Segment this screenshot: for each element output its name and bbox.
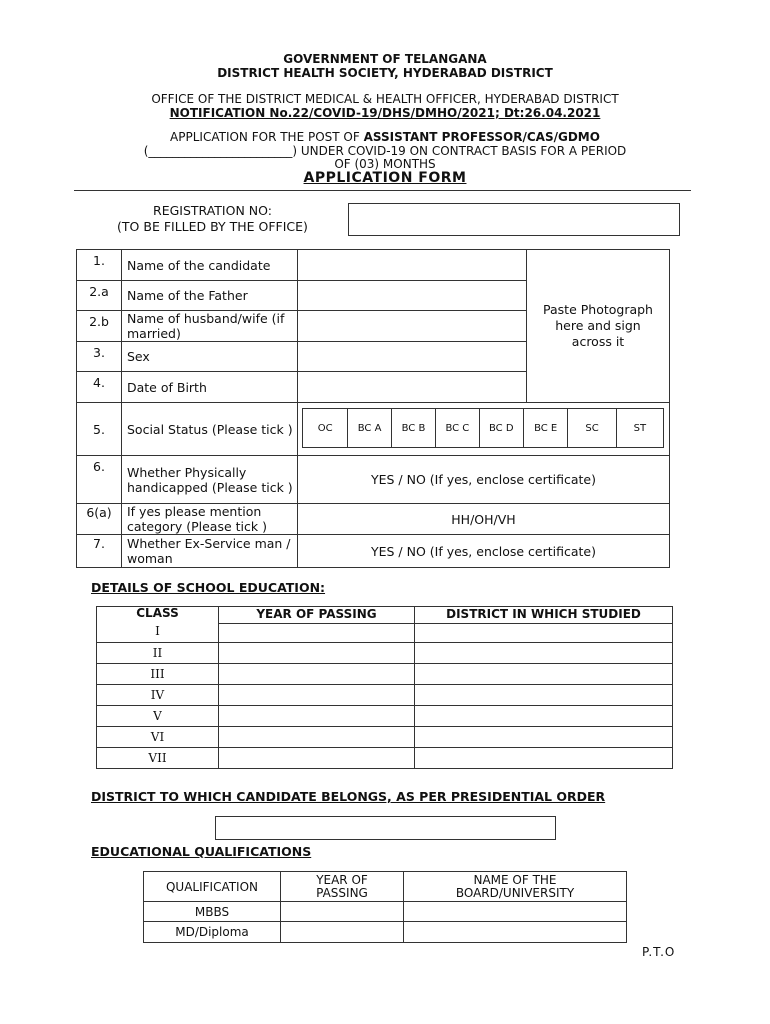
- application-post-line: [0, 130, 770, 144]
- year-of-passing-field[interactable]: [219, 643, 415, 664]
- class-cell: V: [97, 706, 219, 727]
- handicap-category-value[interactable]: HH/OH/VH: [298, 504, 670, 535]
- table-row: [144, 922, 627, 943]
- district-studied-field[interactable]: [415, 624, 673, 643]
- post-name: ASSISTANT PROFESSOR/CAS/GDMO: [363, 130, 600, 144]
- status-option-st[interactable]: ST: [633, 422, 647, 434]
- row-number: 3.: [77, 342, 122, 372]
- table-row: [97, 727, 673, 748]
- row-number: 6.: [77, 456, 122, 504]
- table-row: [97, 664, 673, 685]
- row-label: Whether Physically handicapped (Please tick ): [122, 456, 298, 504]
- registration-line2: (TO BE FILLED BY THE OFFICE): [117, 219, 308, 234]
- photograph-instruction: Paste Photograph here and sign across it: [543, 302, 653, 349]
- header-class: CLASS: [97, 607, 219, 624]
- table-row: [97, 706, 673, 727]
- header-district-studied: DISTRICT IN WHICH STUDIED: [415, 607, 673, 624]
- year-of-passing-field[interactable]: [219, 664, 415, 685]
- class-cell: VII: [97, 748, 219, 769]
- school-education-table: [96, 606, 673, 769]
- table-row: [77, 535, 670, 568]
- year-of-passing-field[interactable]: [219, 727, 415, 748]
- year-of-passing-field[interactable]: [219, 624, 415, 643]
- table-row: [97, 748, 673, 769]
- sex-field[interactable]: [298, 342, 527, 372]
- class-cell: III: [97, 664, 219, 685]
- row-label: Whether Ex-Service man / woman: [122, 535, 298, 568]
- row-number: 7.: [77, 535, 122, 568]
- header-board-university: NAME OF THE BOARD/UNIVERSITY: [404, 872, 627, 902]
- header-year-of-passing: YEAR OF PASSING: [281, 872, 404, 902]
- application-prefix: APPLICATION FOR THE POST OF: [170, 130, 364, 144]
- table-row: [77, 250, 670, 281]
- class-cell: VI: [97, 727, 219, 748]
- year-of-passing-field[interactable]: [219, 706, 415, 727]
- header-qualification: QUALIFICATION: [144, 872, 281, 902]
- form-title: APPLICATION FORM: [303, 170, 467, 186]
- class-cell: II: [97, 643, 219, 664]
- district-studied-field[interactable]: [415, 643, 673, 664]
- district-studied-field[interactable]: [415, 706, 673, 727]
- qualifications-table: [143, 871, 627, 943]
- district-studied-field[interactable]: [415, 664, 673, 685]
- qualification-board-field[interactable]: [404, 922, 627, 943]
- qualification-year-field[interactable]: [281, 902, 404, 922]
- district-presidential-title: DISTRICT TO WHICH CANDIDATE BELONGS, AS PER PRESIDENTIAL ORDER: [91, 789, 606, 804]
- handicapped-value[interactable]: YES / NO (If yes, enclose certificate): [298, 456, 670, 504]
- header-society: DISTRICT HEALTH SOCIETY, HYDERABAD DISTRICT: [217, 66, 553, 80]
- spouse-name-field[interactable]: [298, 311, 527, 342]
- row-label: Date of Birth: [122, 372, 298, 403]
- table-row: [144, 902, 627, 922]
- status-option-bc-d[interactable]: BC D: [480, 409, 524, 447]
- year-of-passing-field[interactable]: [219, 685, 415, 706]
- row-number: 5.: [77, 403, 122, 456]
- table-row: [77, 456, 670, 504]
- district-field[interactable]: [215, 816, 556, 840]
- district-studied-field[interactable]: [415, 748, 673, 769]
- header-year-of-passing: YEAR OF PASSING: [219, 607, 415, 624]
- row-number: 1.: [77, 250, 122, 281]
- social-status-options: [302, 408, 664, 448]
- educational-qualifications-title: EDUCATIONAL QUALIFICATIONS: [91, 844, 312, 859]
- father-name-field[interactable]: [298, 281, 527, 311]
- qualification-cell: MD/Diploma: [144, 922, 281, 943]
- registration-number-field[interactable]: [348, 203, 680, 236]
- row-label: Name of the Father: [122, 281, 298, 311]
- personal-details-table: [76, 249, 670, 568]
- qualification-board-field[interactable]: [404, 902, 627, 922]
- table-row: [77, 504, 670, 535]
- qualification-cell: MBBS: [144, 902, 281, 922]
- application-period-line: OF (03) MONTHS: [334, 157, 436, 171]
- status-option-bc-a[interactable]: BC A: [348, 409, 391, 447]
- row-number: 4.: [77, 372, 122, 403]
- date-of-birth-field[interactable]: [298, 372, 527, 403]
- header-government: GOVERNMENT OF TELANGANA: [283, 52, 487, 66]
- school-education-title: DETAILS OF SCHOOL EDUCATION:: [91, 580, 326, 595]
- row-label: Sex: [122, 342, 298, 372]
- social-status-cell: [298, 403, 670, 456]
- table-row: [77, 403, 670, 456]
- header-office: OFFICE OF THE DISTRICT MEDICAL & HEALTH OFFICER, HYDERABAD DISTRICT: [151, 92, 619, 106]
- ex-service-value[interactable]: YES / NO (If yes, enclose certificate): [298, 535, 670, 568]
- table-row: [97, 643, 673, 664]
- table-row: [97, 624, 673, 643]
- notification-number: NOTIFICATION No.22/COVID-19/DHS/DMHO/2021; Dt:26.04.2021: [169, 106, 601, 120]
- registration-label: [90, 203, 335, 235]
- district-studied-field[interactable]: [415, 685, 673, 706]
- status-option-bc-b[interactable]: BC B: [392, 409, 436, 447]
- row-label: Name of husband/wife (if married): [122, 311, 298, 342]
- class-cell: I: [97, 624, 219, 643]
- application-contract-line: (________________________) UNDER COVID-19 ON CONTRACT BASIS FOR A PERIOD: [143, 144, 627, 158]
- pto-label: P.T.O: [642, 945, 676, 959]
- table-row: [97, 685, 673, 706]
- row-label: Name of the candidate: [122, 250, 298, 281]
- header-divider: [74, 190, 691, 191]
- row-number: 2.b: [77, 311, 122, 342]
- photograph-box[interactable]: [527, 250, 670, 403]
- row-number: 2.a: [77, 281, 122, 311]
- table-header-row: [97, 607, 673, 624]
- class-cell: IV: [97, 685, 219, 706]
- status-option-bc-e[interactable]: BC E: [524, 409, 568, 447]
- row-label: Social Status (Please tick ): [122, 403, 298, 456]
- table-header-row: [144, 872, 627, 902]
- status-option-oc[interactable]: OC: [303, 409, 348, 447]
- candidate-name-field[interactable]: [298, 250, 527, 281]
- registration-line1: REGISTRATION NO:: [153, 203, 272, 218]
- qualification-year-field[interactable]: [281, 922, 404, 943]
- year-of-passing-field[interactable]: [219, 748, 415, 769]
- row-label: If yes please mention category (Please tick ): [122, 504, 298, 535]
- status-option-sc[interactable]: SC: [568, 409, 616, 447]
- row-number: 6(a): [77, 504, 122, 535]
- district-studied-field[interactable]: [415, 727, 673, 748]
- status-option-bc-c[interactable]: BC C: [436, 409, 479, 447]
